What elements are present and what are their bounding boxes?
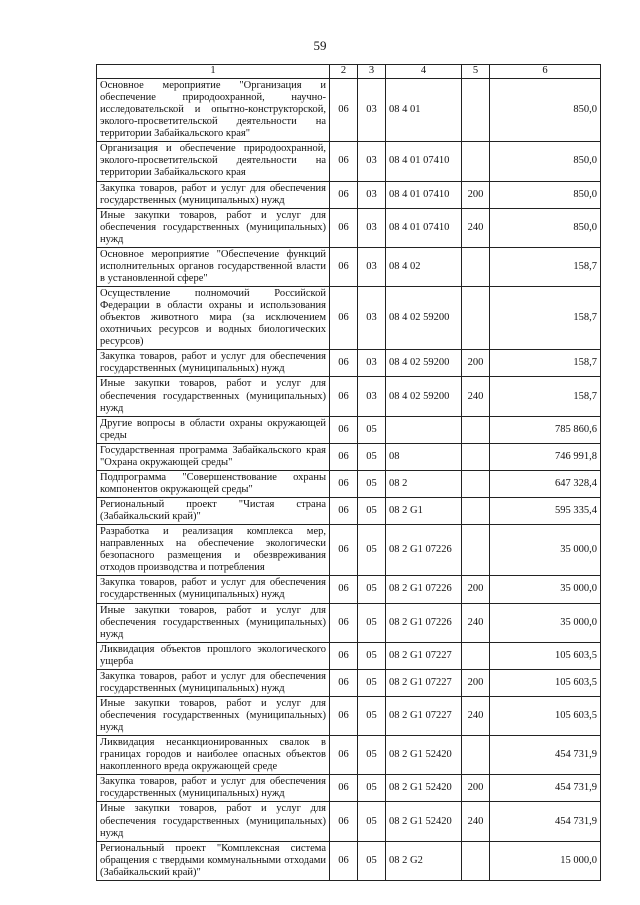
header-col-4: 4	[386, 65, 462, 79]
row-section-code: 06	[330, 470, 358, 497]
table-row	[97, 443, 601, 470]
row-section-code: 06	[330, 443, 358, 470]
row-subsection-code: 03	[358, 377, 386, 416]
table-row	[97, 247, 601, 286]
row-subsection-code: 05	[358, 841, 386, 880]
row-subsection-code: 03	[358, 79, 386, 142]
row-description: Закупка товаров, работ и услуг для обеспечения государственных (муниципальных) нужд	[97, 576, 330, 603]
table-row	[97, 841, 601, 880]
row-section-code: 06	[330, 377, 358, 416]
row-amount: 158,7	[490, 377, 601, 416]
row-target-code: 08 4 02 59200	[386, 287, 462, 350]
row-amount: 454 731,9	[490, 775, 601, 802]
table-row	[97, 525, 601, 576]
row-description: Организация и обеспечение природоохранной, эколого-просветительской деятельности на территории Забайкальского края	[97, 142, 330, 181]
row-amount: 647 328,4	[490, 470, 601, 497]
row-expense-type: 240	[462, 208, 490, 247]
row-description: Закупка товаров, работ и услуг для обеспечения государственных (муниципальных) нужд	[97, 669, 330, 696]
header-col-2: 2	[330, 65, 358, 79]
row-target-code: 08 2 G1 52420	[386, 736, 462, 775]
row-subsection-code: 05	[358, 775, 386, 802]
table-row	[97, 775, 601, 802]
row-amount: 454 731,9	[490, 802, 601, 841]
row-amount: 105 603,5	[490, 642, 601, 669]
row-description: Основное мероприятие "Обеспечение функций исполнительных органов государственной власти в установленной сфере"	[97, 247, 330, 286]
row-section-code: 06	[330, 142, 358, 181]
row-description: Региональный проект "Комплексная система обращения с твердыми коммунальными отходами (Забайкальский край)"	[97, 841, 330, 880]
table-row	[97, 802, 601, 841]
row-expense-type	[462, 498, 490, 525]
row-description: Другие вопросы в области охраны окружающей среды	[97, 416, 330, 443]
row-amount: 746 991,8	[490, 443, 601, 470]
row-description: Государственная программа Забайкальского края "Охрана окружающей среды"	[97, 443, 330, 470]
row-description: Иные закупки товаров, работ и услуг для обеспечения государственных (муниципальных) нужд	[97, 802, 330, 841]
row-amount: 850,0	[490, 208, 601, 247]
row-subsection-code: 05	[358, 736, 386, 775]
row-target-code: 08 4 01 07410	[386, 208, 462, 247]
row-target-code: 08 2 G1 07226	[386, 576, 462, 603]
row-description: Иные закупки товаров, работ и услуг для обеспечения государственных (муниципальных) нужд	[97, 208, 330, 247]
row-section-code: 06	[330, 350, 358, 377]
row-section-code: 06	[330, 841, 358, 880]
row-description: Иные закупки товаров, работ и услуг для обеспечения государственных (муниципальных) нужд	[97, 696, 330, 735]
table-header-row	[97, 65, 601, 79]
row-subsection-code: 05	[358, 669, 386, 696]
row-subsection-code: 03	[358, 208, 386, 247]
row-amount: 158,7	[490, 287, 601, 350]
row-section-code: 06	[330, 498, 358, 525]
row-subsection-code: 05	[358, 498, 386, 525]
table-row	[97, 669, 601, 696]
row-target-code: 08 4 01	[386, 79, 462, 142]
row-section-code: 06	[330, 79, 358, 142]
row-amount: 785 860,6	[490, 416, 601, 443]
row-section-code: 06	[330, 736, 358, 775]
row-amount: 850,0	[490, 181, 601, 208]
row-expense-type	[462, 525, 490, 576]
row-subsection-code: 03	[358, 287, 386, 350]
row-section-code: 06	[330, 208, 358, 247]
row-expense-type	[462, 736, 490, 775]
header-col-6: 6	[490, 65, 601, 79]
row-expense-type: 200	[462, 576, 490, 603]
row-subsection-code: 03	[358, 247, 386, 286]
row-target-code: 08 4 01 07410	[386, 181, 462, 208]
row-section-code: 06	[330, 525, 358, 576]
row-target-code: 08 2 G1 07226	[386, 603, 462, 642]
row-description: Подпрограмма "Совершенствование охраны компонентов окружающей среды"	[97, 470, 330, 497]
row-description: Разработка и реализация комплекса мер, направленных на обеспечение экологически безопасного размещения и обезвреживания отходов производства и потребления	[97, 525, 330, 576]
table-row	[97, 470, 601, 497]
row-section-code: 06	[330, 669, 358, 696]
table-row	[97, 736, 601, 775]
row-expense-type: 240	[462, 377, 490, 416]
table-row	[97, 142, 601, 181]
table-row	[97, 416, 601, 443]
row-target-code: 08 2 G1 07227	[386, 642, 462, 669]
row-expense-type: 240	[462, 696, 490, 735]
row-amount: 105 603,5	[490, 696, 601, 735]
row-subsection-code: 05	[358, 802, 386, 841]
row-target-code: 08 2	[386, 470, 462, 497]
row-expense-type: 200	[462, 775, 490, 802]
row-amount: 850,0	[490, 142, 601, 181]
row-expense-type: 240	[462, 603, 490, 642]
row-target-code: 08 2 G1 07227	[386, 696, 462, 735]
row-target-code: 08 4 01 07410	[386, 142, 462, 181]
row-amount: 35 000,0	[490, 576, 601, 603]
table-row	[97, 350, 601, 377]
row-section-code: 06	[330, 802, 358, 841]
row-description: Осуществление полномочий Российской Федерации в области охраны и использования объектов животного мира (за исключением охотничьих ресурсов и водных биологических ресурсов)	[97, 287, 330, 350]
row-subsection-code: 05	[358, 642, 386, 669]
table-row	[97, 181, 601, 208]
row-expense-type: 240	[462, 802, 490, 841]
row-section-code: 06	[330, 696, 358, 735]
row-description: Иные закупки товаров, работ и услуг для обеспечения государственных (муниципальных) нужд	[97, 377, 330, 416]
row-subsection-code: 05	[358, 576, 386, 603]
row-section-code: 06	[330, 247, 358, 286]
row-section-code: 06	[330, 181, 358, 208]
row-subsection-code: 03	[358, 350, 386, 377]
row-amount: 595 335,4	[490, 498, 601, 525]
table-row	[97, 377, 601, 416]
row-expense-type: 200	[462, 181, 490, 208]
row-description: Закупка товаров, работ и услуг для обеспечения государственных (муниципальных) нужд	[97, 350, 330, 377]
row-description: Иные закупки товаров, работ и услуг для обеспечения государственных (муниципальных) нужд	[97, 603, 330, 642]
row-description: Закупка товаров, работ и услуг для обеспечения государственных (муниципальных) нужд	[97, 181, 330, 208]
row-subsection-code: 05	[358, 443, 386, 470]
row-section-code: 06	[330, 775, 358, 802]
row-description: Основное мероприятие "Организация и обеспечение природоохранной, научно-исследовательской и опытно-конструкторской, эколого-просветительской деятельности на территории Забайкальского края"	[97, 79, 330, 142]
table-row	[97, 208, 601, 247]
row-expense-type	[462, 79, 490, 142]
row-target-code: 08 2 G1 52420	[386, 802, 462, 841]
row-subsection-code: 05	[358, 696, 386, 735]
row-target-code: 08	[386, 443, 462, 470]
header-col-5: 5	[462, 65, 490, 79]
row-expense-type	[462, 142, 490, 181]
row-expense-type: 200	[462, 669, 490, 696]
header-col-3: 3	[358, 65, 386, 79]
row-section-code: 06	[330, 416, 358, 443]
row-subsection-code: 03	[358, 181, 386, 208]
table-row	[97, 642, 601, 669]
row-subsection-code: 03	[358, 142, 386, 181]
row-target-code: 08 2 G1 07226	[386, 525, 462, 576]
budget-table	[96, 64, 601, 881]
table-row	[97, 603, 601, 642]
row-description: Ликвидация несанкционированных свалок в границах городов и наиболее опасных объектов накопленного вреда окружающей среде	[97, 736, 330, 775]
row-amount: 105 603,5	[490, 669, 601, 696]
row-amount: 454 731,9	[490, 736, 601, 775]
row-expense-type	[462, 247, 490, 286]
row-description: Ликвидация объектов прошлого экологического ущерба	[97, 642, 330, 669]
table-row	[97, 696, 601, 735]
row-expense-type	[462, 470, 490, 497]
row-target-code: 08 4 02	[386, 247, 462, 286]
row-expense-type	[462, 841, 490, 880]
row-target-code: 08 2 G1 52420	[386, 775, 462, 802]
row-subsection-code: 05	[358, 525, 386, 576]
row-section-code: 06	[330, 603, 358, 642]
header-col-1: 1	[97, 65, 330, 79]
row-subsection-code: 05	[358, 416, 386, 443]
row-target-code: 08 4 02 59200	[386, 377, 462, 416]
row-section-code: 06	[330, 576, 358, 603]
row-subsection-code: 05	[358, 603, 386, 642]
row-amount: 158,7	[490, 247, 601, 286]
table-row	[97, 498, 601, 525]
row-description: Региональный проект "Чистая страна (Забайкальский край)"	[97, 498, 330, 525]
row-subsection-code: 05	[358, 470, 386, 497]
row-target-code: 08 2 G2	[386, 841, 462, 880]
row-amount: 15 000,0	[490, 841, 601, 880]
row-target-code: 08 2 G1	[386, 498, 462, 525]
table-row	[97, 79, 601, 142]
row-section-code: 06	[330, 642, 358, 669]
row-expense-type	[462, 287, 490, 350]
row-target-code: 08 2 G1 07227	[386, 669, 462, 696]
row-amount: 158,7	[490, 350, 601, 377]
row-section-code: 06	[330, 287, 358, 350]
page-number: 59	[313, 38, 327, 53]
table-row	[97, 576, 601, 603]
table-row	[97, 287, 601, 350]
row-amount: 35 000,0	[490, 525, 601, 576]
row-amount: 35 000,0	[490, 603, 601, 642]
row-target-code: 08 4 02 59200	[386, 350, 462, 377]
row-expense-type	[462, 416, 490, 443]
row-expense-type: 200	[462, 350, 490, 377]
row-description: Закупка товаров, работ и услуг для обеспечения государственных (муниципальных) нужд	[97, 775, 330, 802]
row-amount: 850,0	[490, 79, 601, 142]
row-expense-type	[462, 443, 490, 470]
row-expense-type	[462, 642, 490, 669]
row-target-code	[386, 416, 462, 443]
